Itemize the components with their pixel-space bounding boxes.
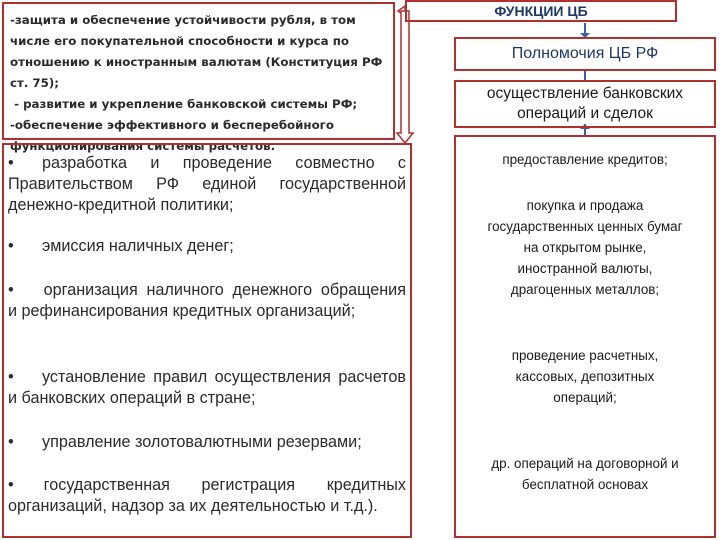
goals-line: -обеспечение эффективного и бесперебойного	[10, 118, 334, 132]
function-text: эмиссия наличных денег;	[42, 237, 234, 255]
arrow-to-goals	[398, 6, 405, 16]
functions-title: ФУНКЦИИ ЦБ	[494, 3, 588, 19]
operations-title-line: операций и сделок	[517, 105, 653, 122]
function-item	[8, 432, 406, 453]
operation-line: проведение расчетных,	[511, 348, 659, 363]
operation-line: бесплатной основах	[521, 477, 649, 492]
operations-title-box	[454, 80, 716, 128]
operations-title-line: осуществление банковских	[486, 85, 684, 102]
goals-line: -защита и обеспечение устойчивости рубля, в том	[10, 13, 356, 27]
function-text: разработка и проведение совместно с Правительством РФ единой государственной денежно-кредитной политики;	[8, 154, 406, 214]
operation-line: др. операций на договорной и	[491, 456, 679, 471]
operation-line: государственных ценных бумаг	[487, 219, 683, 234]
function-item	[8, 475, 406, 517]
operation-line: покупка и продажа	[526, 198, 644, 213]
operation-item	[460, 453, 710, 495]
goals-line: - развитие и укрепление банковской системы РФ;	[10, 97, 358, 111]
function-text: организация наличного денежного обращения и рефинансирования кредитных организаций;	[8, 281, 406, 320]
functions-title-box	[405, 0, 677, 22]
function-item	[8, 280, 406, 322]
operation-line: драгоценных металлов;	[510, 282, 660, 297]
operation-line: операций;	[553, 390, 617, 405]
operations-list	[454, 135, 716, 538]
goals-line: ст. 75);	[10, 76, 59, 90]
goals-line: функционирования системы расчетов.	[10, 139, 276, 153]
operation-line: на открытом рынке,	[523, 240, 647, 255]
operation-line: иностранной валюты,	[517, 261, 653, 276]
bullet-icon: •	[8, 433, 14, 451]
operation-item	[460, 195, 710, 300]
operation-line: предоставление кредитов;	[502, 152, 668, 167]
function-item	[8, 367, 406, 409]
bullet-icon: •	[8, 476, 14, 494]
bullet-icon: •	[8, 154, 14, 172]
arrow-to-functions	[397, 11, 413, 143]
operation-item	[460, 149, 710, 170]
function-item	[8, 236, 406, 257]
goals-line: числе его покупательной способности и курса по	[10, 34, 349, 48]
bullet-icon: •	[8, 281, 14, 299]
bullet-icon: •	[8, 368, 14, 386]
goals-line: отношению к иностранным валютам (Конституция РФ	[10, 55, 383, 69]
operation-line: кассовых, депозитных	[515, 369, 655, 384]
function-text: установление правил осуществления расчетов и банковских операций в стране;	[8, 368, 406, 407]
goals-box	[2, 2, 395, 153]
operation-item	[460, 345, 710, 408]
powers-title: Полномочия ЦБ РФ	[511, 45, 659, 62]
function-text: государственная регистрация кредитных организаций, надзор за их деятельностью и т.д.).	[8, 476, 406, 515]
function-text: управление золотовалютными резервами;	[42, 433, 362, 451]
bullet-icon: •	[8, 237, 14, 255]
powers-title-box	[454, 37, 716, 71]
function-item	[8, 153, 406, 216]
functions-list	[2, 143, 412, 538]
